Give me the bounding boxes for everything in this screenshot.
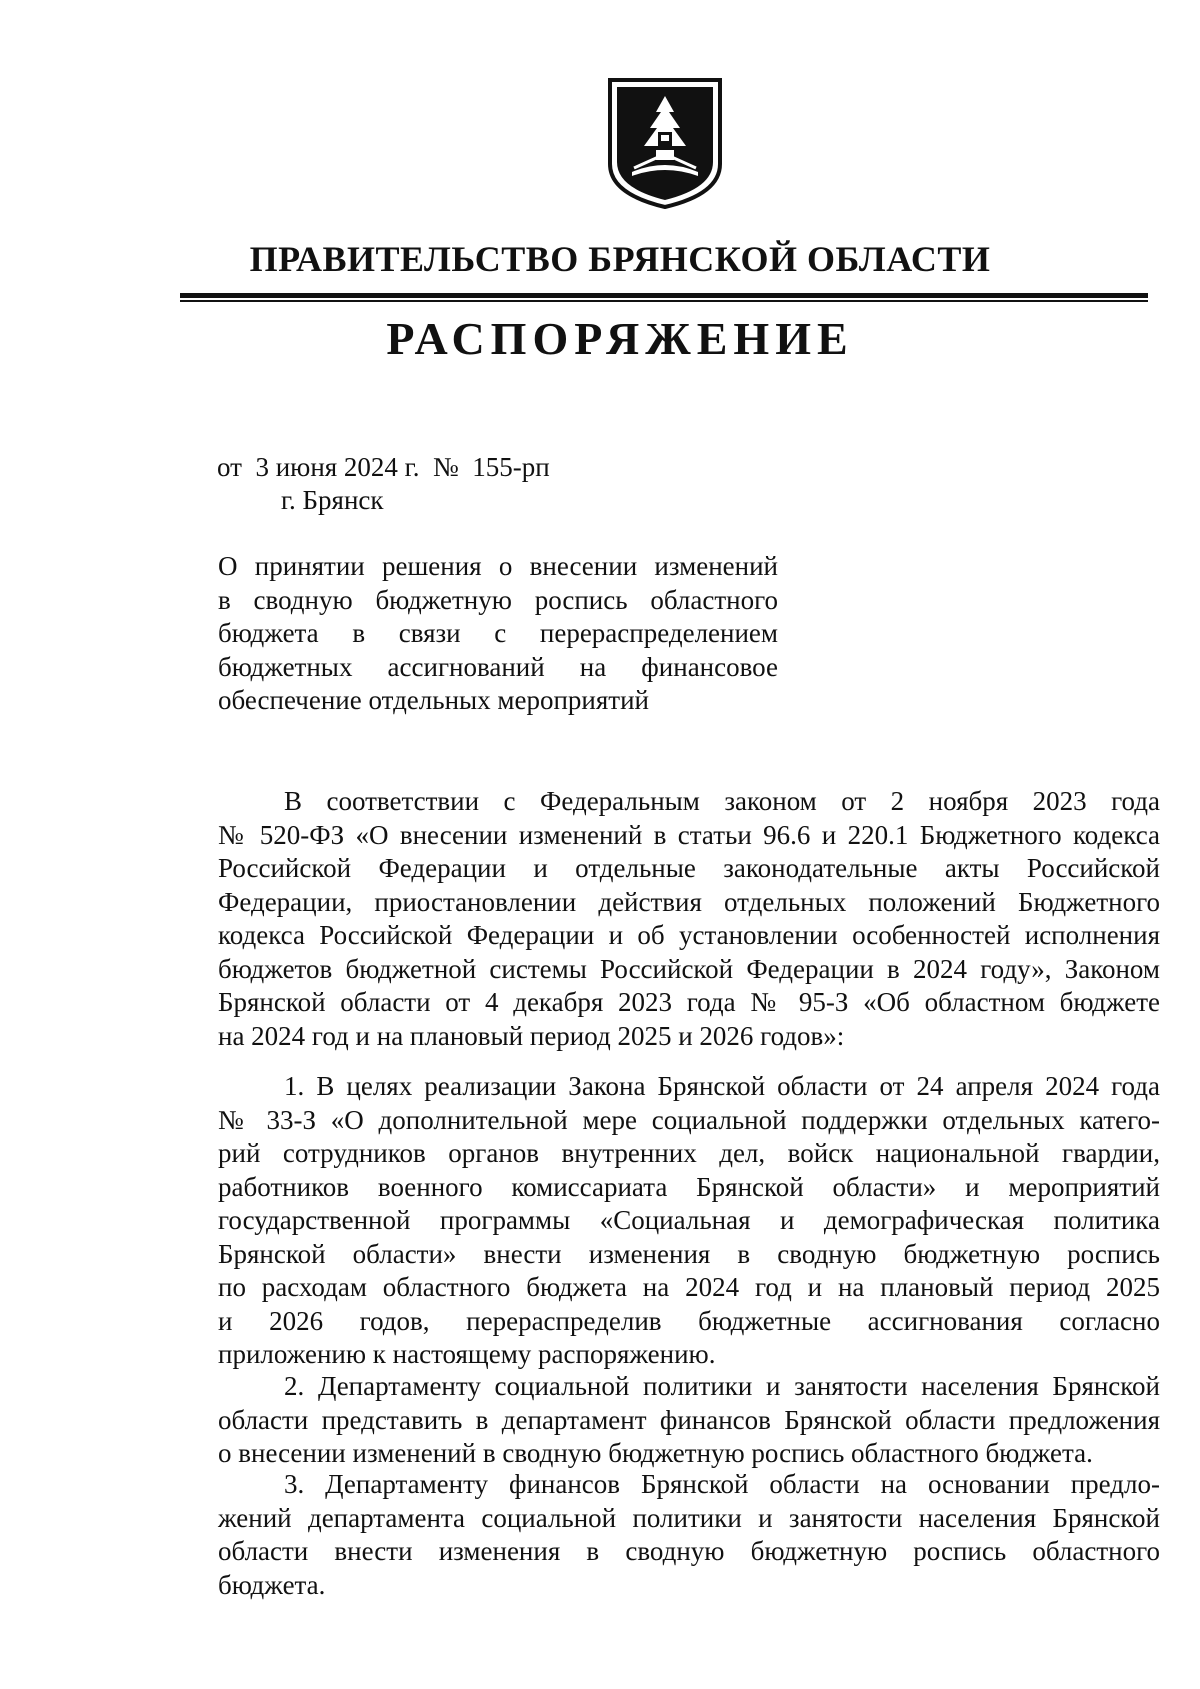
document-city: г. Брянск: [281, 485, 384, 515]
header-divider-thick: [180, 293, 1148, 298]
clause-2-paragraph: [218, 1370, 1160, 1471]
coat-of-arms-emblem: [606, 76, 724, 210]
paragraph-line: и 2026 годов, перераспределив бюджетные ассигнования согласно: [218, 1305, 1160, 1336]
paragraph-line: работников военного комиссариата Брянской области» и мероприятий: [218, 1171, 1160, 1202]
paragraph-line: № 33-З «О дополнительной мере социальной поддержки отдельных катего-: [218, 1104, 1160, 1135]
paragraph-line: о внесении изменений в сводную бюджетную роспись областного бюджета.: [218, 1438, 1093, 1468]
paragraph-line: бюджетов бюджетной системы Российской Федерации в 2024 году», Законом: [218, 953, 1160, 984]
paragraph-line: бюджета.: [218, 1569, 326, 1600]
paragraph-line: 1. В целях реализации Закона Брянской области от 24 апреля 2024 года: [284, 1071, 1160, 1101]
document-subject: [218, 550, 778, 718]
header-divider-thin: [180, 300, 1148, 302]
paragraph-line: по расходам областного бюджета на 2024 год и на плановый период 2025: [218, 1272, 1160, 1302]
preamble-paragraph: [218, 785, 1160, 1053]
paragraph-line: на 2024 год и на плановый период 2025 и 2026 годов»:: [218, 1020, 845, 1051]
paragraph-line: Российской Федерации и отдельные законодательные акты Российской: [218, 853, 1160, 883]
paragraph-line: рий сотрудников органов внутренних дел, войск национальной гвардии,: [218, 1138, 1160, 1168]
paragraph-line: области представить в департамент финансов Брянской области предложения: [218, 1404, 1160, 1435]
paragraph-line: 3. Департаменту финансов Брянской области на основании предло-: [284, 1469, 1160, 1499]
paragraph-line: 2. Департаменту социальной политики и занятости населения Брянской: [284, 1371, 1160, 1401]
document-type-title: РАСПОРЯЖЕНИЕ: [386, 313, 854, 364]
subject-line: обеспечение отдельных мероприятий: [218, 685, 649, 715]
paragraph-line: области внести изменения в сводную бюджетную роспись областного: [218, 1536, 1160, 1566]
paragraph-line: Брянской области от 4 декабря 2023 года № 95-З «Об областном бюджете: [218, 987, 1160, 1017]
subject-line: бюджета в связи с перераспределением: [218, 618, 778, 648]
clause-1-paragraph: [218, 1070, 1160, 1372]
document-date-number: от 3 июня 2024 г. № 155-рп: [217, 452, 550, 482]
paragraph-line: Брянской области» внести изменения в сводную бюджетную роспись: [218, 1238, 1160, 1269]
paragraph-line: государственной программы «Социальная и демографическая политика: [218, 1205, 1160, 1235]
paragraph-line: жений департамента социальной политики и занятости населения Брянской: [218, 1502, 1160, 1533]
paragraph-line: кодекса Российской Федерации и об установлении особенностей исполнения: [218, 920, 1160, 950]
organization-title: ПРАВИТЕЛЬСТВО БРЯНСКОЙ ОБЛАСТИ: [249, 239, 991, 279]
paragraph-line: № 520-ФЗ «О внесении изменений в статьи 96.6 и 220.1 Бюджетного кодекса: [218, 819, 1160, 850]
paragraph-line: В соответствии с Федеральным законом от 2 ноября 2023 года: [284, 786, 1160, 816]
clause-3-paragraph: [218, 1468, 1160, 1602]
subject-line: в сводную бюджетную роспись областного: [218, 584, 778, 615]
subject-line: бюджетных ассигнований на финансовое: [218, 651, 778, 682]
paragraph-line: приложению к настоящему распоряжению.: [218, 1339, 716, 1369]
paragraph-line: Федерации, приостановлении действия отдельных положений Бюджетного: [218, 886, 1160, 917]
subject-line: О принятии решения о внесении изменений: [218, 551, 778, 581]
